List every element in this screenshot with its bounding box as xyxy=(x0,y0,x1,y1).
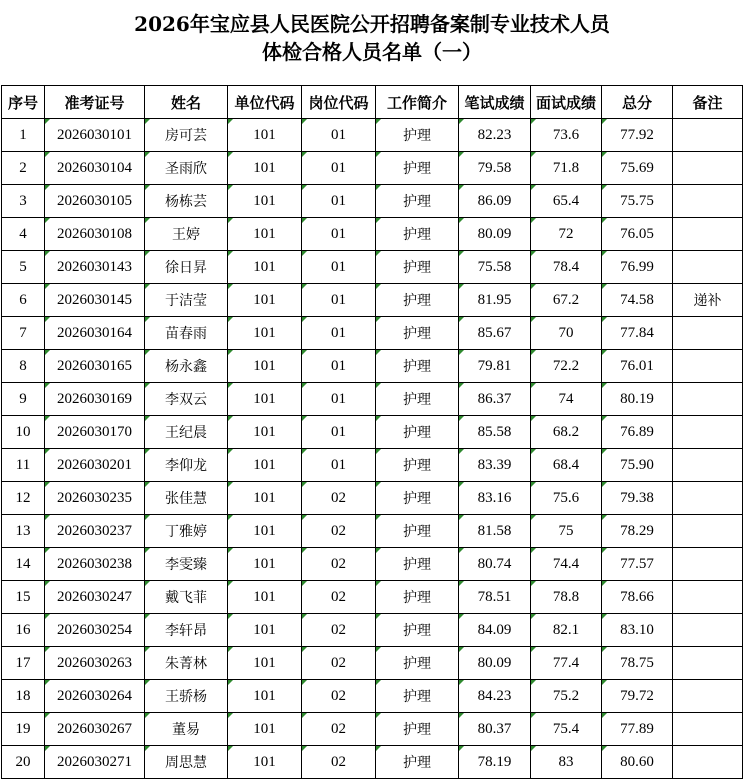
cell-interview-score: 68.2 xyxy=(531,416,602,449)
cell-total-score: 79.72 xyxy=(602,680,673,713)
cell-exam-number: 2026030108 xyxy=(45,218,145,251)
cell-name: 李轩昂 xyxy=(145,614,228,647)
table-row xyxy=(2,350,743,383)
table-row xyxy=(2,416,743,449)
cell-seq: 14 xyxy=(2,548,45,581)
cell-exam-number: 2026030101 xyxy=(45,119,145,152)
cell-job-brief: 护理 xyxy=(376,482,459,515)
cell-job-brief: 护理 xyxy=(376,119,459,152)
cell-total-score: 80.19 xyxy=(602,383,673,416)
cell-exam-number: 2026030104 xyxy=(45,152,145,185)
table-row xyxy=(2,746,743,779)
cell-name: 张佳慧 xyxy=(145,482,228,515)
cell-interview-score: 78.8 xyxy=(531,581,602,614)
table-row xyxy=(2,119,743,152)
cell-unit-code: 101 xyxy=(228,152,302,185)
cell-interview-score: 70 xyxy=(531,317,602,350)
cell-written-score: 75.58 xyxy=(459,251,531,284)
cell-remarks xyxy=(673,548,743,581)
cell-job-brief: 护理 xyxy=(376,614,459,647)
cell-post-code: 02 xyxy=(302,680,376,713)
cell-seq: 4 xyxy=(2,218,45,251)
cell-post-code: 01 xyxy=(302,119,376,152)
cell-unit-code: 101 xyxy=(228,449,302,482)
cell-seq: 6 xyxy=(2,284,45,317)
cell-interview-score: 72 xyxy=(531,218,602,251)
cell-written-score: 79.81 xyxy=(459,350,531,383)
cell-exam-number: 2026030170 xyxy=(45,416,145,449)
cell-remarks xyxy=(673,746,743,779)
cell-remarks xyxy=(673,515,743,548)
cell-written-score: 80.74 xyxy=(459,548,531,581)
cell-remarks xyxy=(673,482,743,515)
cell-written-score: 80.37 xyxy=(459,713,531,746)
cell-interview-score: 82.1 xyxy=(531,614,602,647)
cell-total-score: 79.38 xyxy=(602,482,673,515)
cell-total-score: 77.84 xyxy=(602,317,673,350)
cell-post-code: 02 xyxy=(302,581,376,614)
cell-name: 李双云 xyxy=(145,383,228,416)
cell-interview-score: 75.4 xyxy=(531,713,602,746)
cell-written-score: 81.95 xyxy=(459,284,531,317)
cell-unit-code: 101 xyxy=(228,350,302,383)
cell-written-score: 86.09 xyxy=(459,185,531,218)
table-row xyxy=(2,581,743,614)
table-header-row xyxy=(2,86,743,119)
cell-name: 圣雨欣 xyxy=(145,152,228,185)
cell-seq: 20 xyxy=(2,746,45,779)
table-body xyxy=(2,119,743,779)
cell-remarks xyxy=(673,218,743,251)
cell-remarks xyxy=(673,350,743,383)
cell-exam-number: 2026030235 xyxy=(45,482,145,515)
cell-exam-number: 2026030165 xyxy=(45,350,145,383)
table-row xyxy=(2,548,743,581)
cell-total-score: 77.57 xyxy=(602,548,673,581)
cell-interview-score: 71.8 xyxy=(531,152,602,185)
cell-post-code: 01 xyxy=(302,185,376,218)
cell-remarks xyxy=(673,647,743,680)
table-row xyxy=(2,647,743,680)
cell-unit-code: 101 xyxy=(228,548,302,581)
cell-unit-code: 101 xyxy=(228,515,302,548)
cell-exam-number: 2026030164 xyxy=(45,317,145,350)
table-row xyxy=(2,383,743,416)
cell-post-code: 01 xyxy=(302,152,376,185)
header-seq: 序号 xyxy=(2,86,45,119)
cell-post-code: 02 xyxy=(302,614,376,647)
cell-post-code: 02 xyxy=(302,482,376,515)
cell-interview-score: 83 xyxy=(531,746,602,779)
table-row xyxy=(2,317,743,350)
cell-seq: 12 xyxy=(2,482,45,515)
cell-interview-score: 73.6 xyxy=(531,119,602,152)
cell-exam-number: 2026030264 xyxy=(45,680,145,713)
cell-unit-code: 101 xyxy=(228,284,302,317)
cell-written-score: 78.51 xyxy=(459,581,531,614)
cell-remarks xyxy=(673,119,743,152)
cell-job-brief: 护理 xyxy=(376,251,459,284)
cell-interview-score: 72.2 xyxy=(531,350,602,383)
document-title xyxy=(0,10,744,66)
title-line-2: 体检合格人员名单（一） xyxy=(262,40,482,64)
cell-interview-score: 75 xyxy=(531,515,602,548)
cell-seq: 19 xyxy=(2,713,45,746)
cell-total-score: 75.69 xyxy=(602,152,673,185)
cell-seq: 17 xyxy=(2,647,45,680)
cell-name: 徐日昇 xyxy=(145,251,228,284)
cell-total-score: 76.01 xyxy=(602,350,673,383)
cell-name: 李雯臻 xyxy=(145,548,228,581)
cell-post-code: 01 xyxy=(302,218,376,251)
cell-name: 周思慧 xyxy=(145,746,228,779)
header-written-score: 笔试成绩 xyxy=(459,86,531,119)
header-interview-score: 面试成绩 xyxy=(531,86,602,119)
cell-post-code: 01 xyxy=(302,350,376,383)
cell-post-code: 02 xyxy=(302,548,376,581)
cell-remarks xyxy=(673,416,743,449)
cell-job-brief: 护理 xyxy=(376,185,459,218)
cell-name: 房可芸 xyxy=(145,119,228,152)
cell-exam-number: 2026030169 xyxy=(45,383,145,416)
header-post-code: 岗位代码 xyxy=(302,86,376,119)
header-job-brief: 工作简介 xyxy=(376,86,459,119)
cell-written-score: 80.09 xyxy=(459,218,531,251)
cell-seq: 11 xyxy=(2,449,45,482)
cell-exam-number: 2026030271 xyxy=(45,746,145,779)
cell-name: 朱菁林 xyxy=(145,647,228,680)
table-row xyxy=(2,284,743,317)
cell-seq: 2 xyxy=(2,152,45,185)
cell-job-brief: 护理 xyxy=(376,284,459,317)
cell-job-brief: 护理 xyxy=(376,317,459,350)
cell-post-code: 01 xyxy=(302,449,376,482)
header-exam-number: 准考证号 xyxy=(45,86,145,119)
cell-remarks xyxy=(673,251,743,284)
cell-post-code: 01 xyxy=(302,251,376,284)
cell-job-brief: 护理 xyxy=(376,416,459,449)
cell-total-score: 77.92 xyxy=(602,119,673,152)
cell-total-score: 75.75 xyxy=(602,185,673,218)
cell-job-brief: 护理 xyxy=(376,449,459,482)
cell-name: 于洁莹 xyxy=(145,284,228,317)
header-name: 姓名 xyxy=(145,86,228,119)
cell-name: 杨永鑫 xyxy=(145,350,228,383)
cell-written-score: 84.23 xyxy=(459,680,531,713)
cell-job-brief: 护理 xyxy=(376,218,459,251)
cell-post-code: 01 xyxy=(302,416,376,449)
cell-total-score: 76.99 xyxy=(602,251,673,284)
cell-seq: 9 xyxy=(2,383,45,416)
cell-interview-score: 75.2 xyxy=(531,680,602,713)
cell-interview-score: 67.2 xyxy=(531,284,602,317)
cell-interview-score: 65.4 xyxy=(531,185,602,218)
header-remarks: 备注 xyxy=(673,86,743,119)
cell-remarks xyxy=(673,317,743,350)
cell-seq: 1 xyxy=(2,119,45,152)
table-row xyxy=(2,515,743,548)
cell-job-brief: 护理 xyxy=(376,680,459,713)
cell-name: 戴飞菲 xyxy=(145,581,228,614)
cell-remarks xyxy=(673,383,743,416)
cell-unit-code: 101 xyxy=(228,746,302,779)
cell-seq: 16 xyxy=(2,614,45,647)
cell-interview-score: 74 xyxy=(531,383,602,416)
cell-remarks xyxy=(673,152,743,185)
cell-interview-score: 68.4 xyxy=(531,449,602,482)
table-row xyxy=(2,152,743,185)
cell-job-brief: 护理 xyxy=(376,647,459,680)
cell-seq: 8 xyxy=(2,350,45,383)
cell-unit-code: 101 xyxy=(228,614,302,647)
table-row xyxy=(2,614,743,647)
cell-post-code: 02 xyxy=(302,746,376,779)
cell-written-score: 81.58 xyxy=(459,515,531,548)
cell-job-brief: 护理 xyxy=(376,713,459,746)
cell-job-brief: 护理 xyxy=(376,515,459,548)
cell-written-score: 80.09 xyxy=(459,647,531,680)
header-total-score: 总分 xyxy=(602,86,673,119)
title-line-1: 2026年宝应县人民医院公开招聘备案制专业技术人员 xyxy=(134,12,610,36)
cell-written-score: 84.09 xyxy=(459,614,531,647)
table-row xyxy=(2,482,743,515)
cell-total-score: 74.58 xyxy=(602,284,673,317)
cell-remarks xyxy=(673,449,743,482)
cell-unit-code: 101 xyxy=(228,251,302,284)
cell-remarks xyxy=(673,713,743,746)
cell-seq: 10 xyxy=(2,416,45,449)
cell-total-score: 75.90 xyxy=(602,449,673,482)
cell-post-code: 01 xyxy=(302,383,376,416)
cell-interview-score: 75.6 xyxy=(531,482,602,515)
cell-written-score: 82.23 xyxy=(459,119,531,152)
cell-remarks xyxy=(673,185,743,218)
cell-seq: 7 xyxy=(2,317,45,350)
cell-unit-code: 101 xyxy=(228,218,302,251)
cell-unit-code: 101 xyxy=(228,317,302,350)
cell-written-score: 78.19 xyxy=(459,746,531,779)
cell-exam-number: 2026030105 xyxy=(45,185,145,218)
cell-name: 杨栋芸 xyxy=(145,185,228,218)
header-unit-code: 单位代码 xyxy=(228,86,302,119)
cell-exam-number: 2026030238 xyxy=(45,548,145,581)
cell-name: 苗春雨 xyxy=(145,317,228,350)
cell-job-brief: 护理 xyxy=(376,581,459,614)
candidates-table xyxy=(1,85,743,779)
cell-seq: 18 xyxy=(2,680,45,713)
cell-exam-number: 2026030145 xyxy=(45,284,145,317)
cell-exam-number: 2026030201 xyxy=(45,449,145,482)
cell-written-score: 85.58 xyxy=(459,416,531,449)
cell-total-score: 83.10 xyxy=(602,614,673,647)
cell-unit-code: 101 xyxy=(228,383,302,416)
cell-total-score: 78.75 xyxy=(602,647,673,680)
cell-remarks xyxy=(673,680,743,713)
cell-exam-number: 2026030237 xyxy=(45,515,145,548)
cell-total-score: 78.66 xyxy=(602,581,673,614)
cell-seq: 3 xyxy=(2,185,45,218)
cell-unit-code: 101 xyxy=(228,647,302,680)
cell-exam-number: 2026030143 xyxy=(45,251,145,284)
cell-job-brief: 护理 xyxy=(376,548,459,581)
cell-unit-code: 101 xyxy=(228,680,302,713)
cell-job-brief: 护理 xyxy=(376,152,459,185)
cell-total-score: 78.29 xyxy=(602,515,673,548)
cell-exam-number: 2026030254 xyxy=(45,614,145,647)
cell-unit-code: 101 xyxy=(228,581,302,614)
table-row xyxy=(2,251,743,284)
table-row xyxy=(2,713,743,746)
cell-unit-code: 101 xyxy=(228,416,302,449)
cell-total-score: 80.60 xyxy=(602,746,673,779)
cell-name: 王骄杨 xyxy=(145,680,228,713)
cell-exam-number: 2026030267 xyxy=(45,713,145,746)
cell-job-brief: 护理 xyxy=(376,383,459,416)
cell-total-score: 76.05 xyxy=(602,218,673,251)
cell-unit-code: 101 xyxy=(228,713,302,746)
cell-total-score: 77.89 xyxy=(602,713,673,746)
cell-unit-code: 101 xyxy=(228,185,302,218)
cell-name: 王婷 xyxy=(145,218,228,251)
cell-post-code: 02 xyxy=(302,515,376,548)
cell-job-brief: 护理 xyxy=(376,350,459,383)
cell-exam-number: 2026030247 xyxy=(45,581,145,614)
cell-name: 董易 xyxy=(145,713,228,746)
cell-seq: 15 xyxy=(2,581,45,614)
cell-post-code: 02 xyxy=(302,647,376,680)
cell-name: 李仰龙 xyxy=(145,449,228,482)
cell-name: 王纪晨 xyxy=(145,416,228,449)
cell-written-score: 83.16 xyxy=(459,482,531,515)
cell-unit-code: 101 xyxy=(228,119,302,152)
cell-exam-number: 2026030263 xyxy=(45,647,145,680)
cell-remarks xyxy=(673,614,743,647)
cell-post-code: 01 xyxy=(302,317,376,350)
cell-interview-score: 78.4 xyxy=(531,251,602,284)
cell-remarks xyxy=(673,581,743,614)
cell-job-brief: 护理 xyxy=(376,746,459,779)
cell-interview-score: 77.4 xyxy=(531,647,602,680)
cell-post-code: 02 xyxy=(302,713,376,746)
cell-interview-score: 74.4 xyxy=(531,548,602,581)
table-row xyxy=(2,185,743,218)
table-row xyxy=(2,218,743,251)
cell-written-score: 86.37 xyxy=(459,383,531,416)
cell-seq: 5 xyxy=(2,251,45,284)
cell-remarks: 递补 xyxy=(673,284,743,317)
cell-unit-code: 101 xyxy=(228,482,302,515)
cell-written-score: 79.58 xyxy=(459,152,531,185)
cell-total-score: 76.89 xyxy=(602,416,673,449)
cell-seq: 13 xyxy=(2,515,45,548)
cell-written-score: 83.39 xyxy=(459,449,531,482)
cell-name: 丁雅婷 xyxy=(145,515,228,548)
table-row xyxy=(2,449,743,482)
cell-post-code: 01 xyxy=(302,284,376,317)
table-row xyxy=(2,680,743,713)
cell-written-score: 85.67 xyxy=(459,317,531,350)
